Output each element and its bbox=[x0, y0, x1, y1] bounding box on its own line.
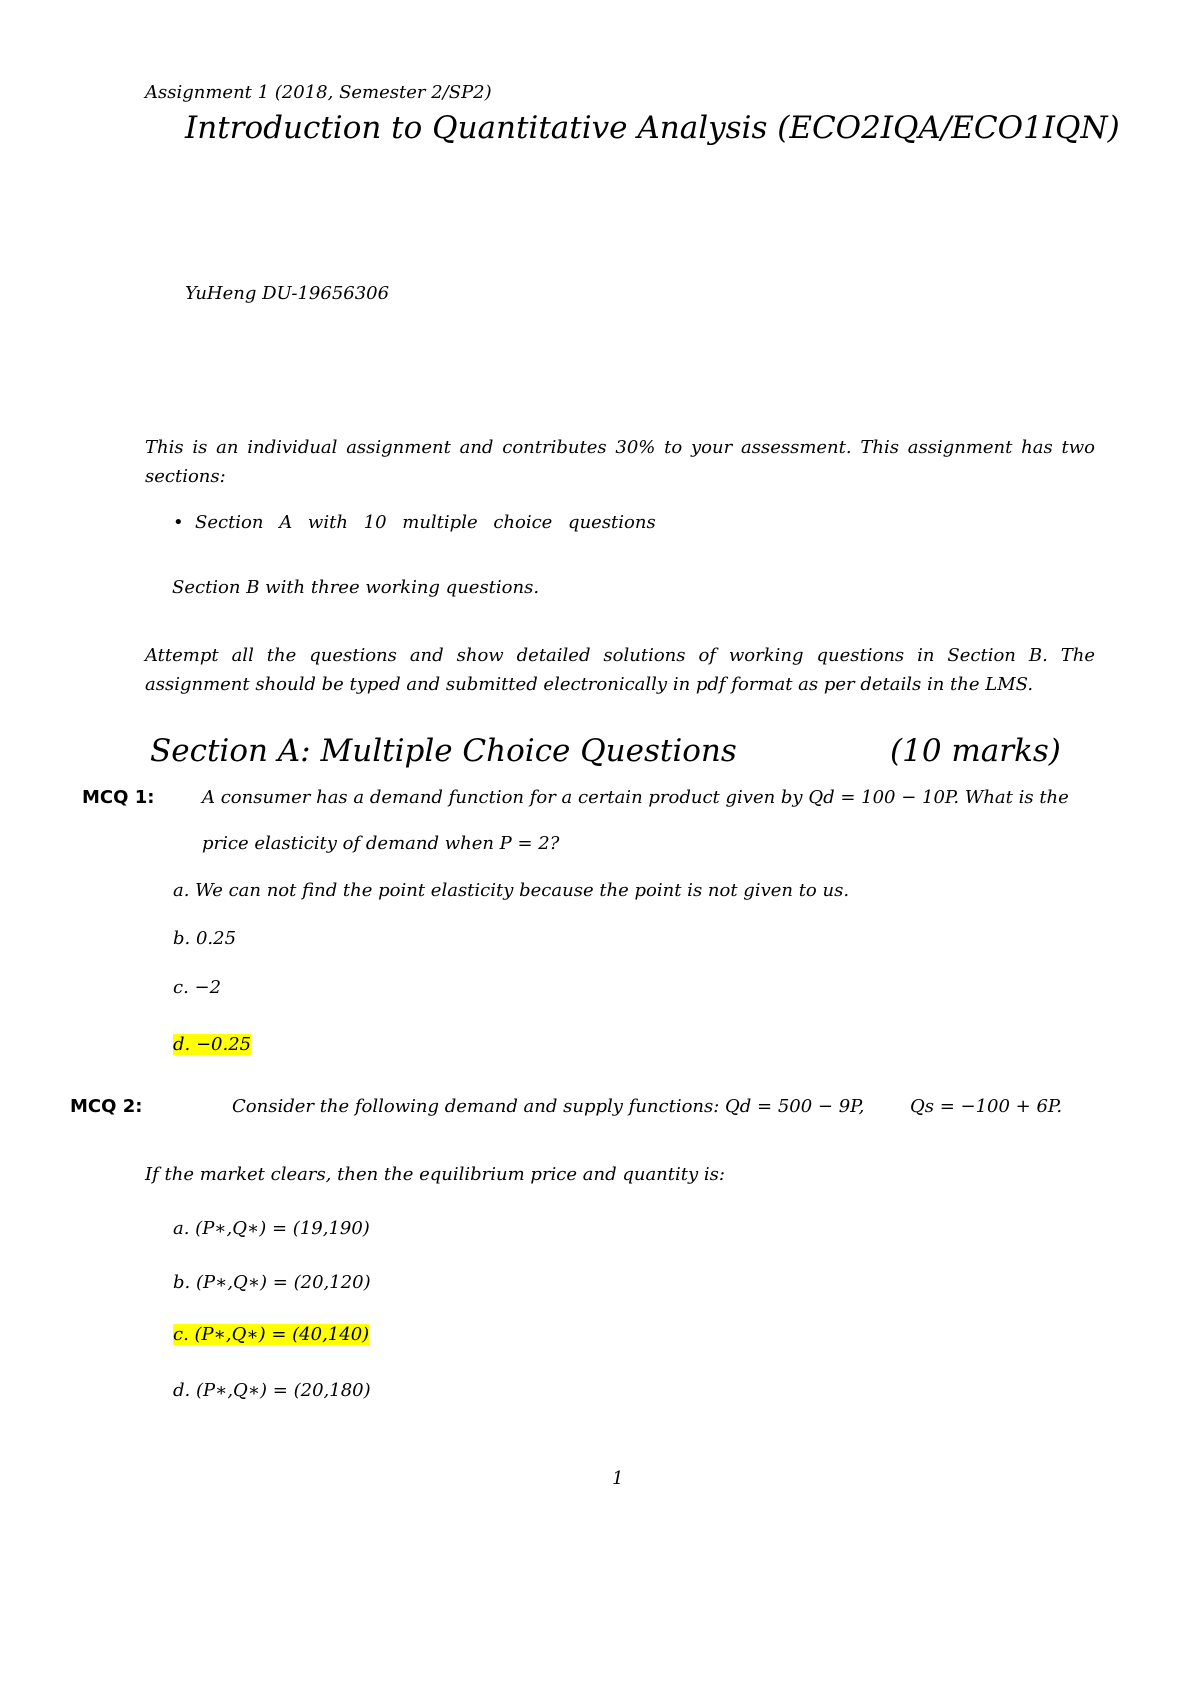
mcq1-option-d-highlighted: d. −0.25 bbox=[173, 1034, 252, 1055]
bullet-item: Section A with 10 multiple choice questions bbox=[195, 512, 656, 533]
mcq1-label: MCQ 1: bbox=[82, 787, 155, 808]
intro-paragraph: This is an individual assignment and contributes 30% to your assessment. This assignment has two sections: bbox=[145, 437, 1095, 487]
mcq2-label: MCQ 2: bbox=[70, 1096, 143, 1117]
section-a-marks: (10 marks) bbox=[890, 733, 1061, 769]
mcq1-option-c: c. −2 bbox=[173, 977, 222, 998]
mcq1-option-b: b. 0.25 bbox=[173, 928, 237, 949]
page-number: 1 bbox=[612, 1468, 624, 1489]
section-a-title: Section A: Multiple Choice Questions bbox=[150, 733, 737, 769]
instructions-paragraph: Attempt all the questions and show detailed solutions of working questions in Section B. The assignment should be typed and submitted electronically in pdf format as per details in the LMS. bbox=[145, 645, 1095, 695]
mcq2-question: Consider the following demand and supply functions: Qd = 500 − 9P, bbox=[232, 1096, 865, 1117]
mcq2-lead: If the market clears, then the equilibrium price and quantity is: bbox=[145, 1164, 725, 1185]
section-b-line: Section B with three working questions. bbox=[172, 577, 540, 598]
mcq1-option-a: a. We can not find the point elasticity because the point is not given to us. bbox=[173, 880, 850, 901]
course-title: Introduction to Quantitative Analysis (ECO2IQA/ECO1IQN) bbox=[185, 110, 1120, 146]
mcq1-question-line1: A consumer has a demand function for a certain product given by Qd = 100 − 10P. What is the bbox=[202, 787, 1069, 808]
mcq2-supply: Qs = −100 + 6P. bbox=[910, 1096, 1063, 1117]
mcq1-question-line2: price elasticity of demand when P = 2? bbox=[202, 833, 560, 854]
mcq2-option-a: a. (P∗,Q∗) = (19,190) bbox=[173, 1218, 370, 1239]
bullet-icon: • bbox=[173, 512, 184, 533]
student-name: YuHeng DU-19656306 bbox=[185, 283, 390, 304]
assignment-line: Assignment 1 (2018, Semester 2/SP2) bbox=[145, 82, 492, 103]
mcq2-option-d: d. (P∗,Q∗) = (20,180) bbox=[173, 1380, 371, 1401]
mcq2-option-b: b. (P∗,Q∗) = (20,120) bbox=[173, 1272, 371, 1293]
mcq2-option-c-highlighted: c. (P∗,Q∗) = (40,140) bbox=[173, 1324, 370, 1345]
